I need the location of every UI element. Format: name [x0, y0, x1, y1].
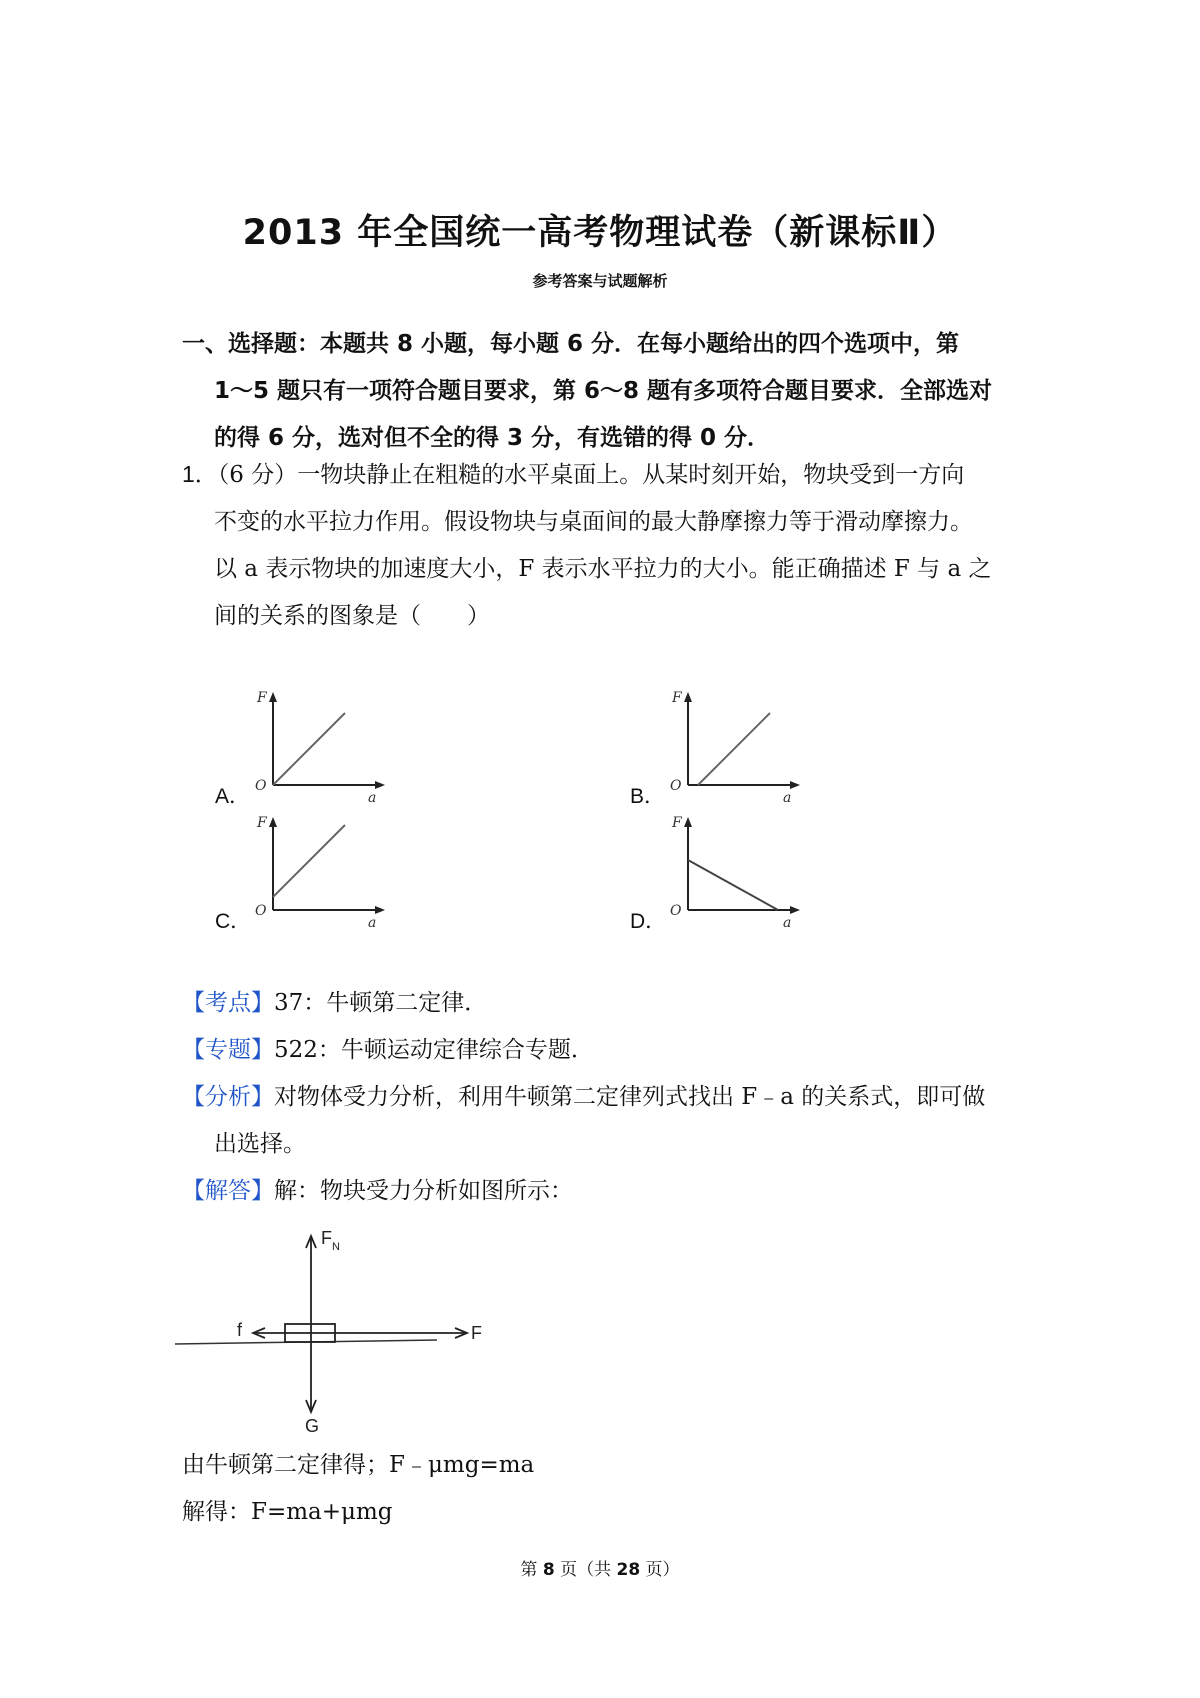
jieda-text: 解：物块受力分析如图所示： — [274, 1178, 573, 1204]
footer-suffix: 页） — [640, 1560, 680, 1580]
jieda-tag: 【解答】 — [182, 1178, 274, 1204]
section-line-3: 的得 6 分，选对但不全的得 3 分，有选错的得 0 分． — [214, 425, 771, 451]
question-line-2: 不变的水平拉力作用。假设物块与桌面间的最大静摩擦力等于滑动摩擦力。 — [214, 509, 973, 535]
option-c-y-label: F — [257, 815, 267, 831]
option-d-line — [688, 860, 778, 910]
option-c-origin: O — [255, 903, 267, 919]
kaodian-line — [182, 980, 1032, 1027]
question-line-3: 以 a 表示物块的加速度大小，F 表示水平拉力的大小。能正确描述 F 与 a 之 — [214, 556, 992, 582]
option-c-graph — [255, 815, 385, 931]
option-b-graph — [670, 690, 800, 806]
fenxi-text-1: 对物体受力分析，利用牛顿第二定律列式找出 F﹣a 的关系式，即可做 — [274, 1084, 986, 1110]
option-a-graph — [255, 690, 385, 806]
option-c-label: C． — [215, 910, 252, 933]
free-body-diagram — [175, 1222, 505, 1436]
pull-force-label: F — [471, 1323, 482, 1343]
footer-prefix: 第 — [520, 1560, 543, 1580]
option-c-x-label: a — [368, 915, 377, 931]
option-b-line — [698, 713, 770, 785]
option-a-label: A． — [215, 785, 251, 808]
option-b-origin: O — [670, 778, 682, 794]
option-a-line — [273, 713, 345, 785]
gravity-label: G — [305, 1416, 320, 1436]
page-subtitle: 参考答案与试题解析 — [532, 272, 668, 290]
normal-force-label: F — [321, 1228, 332, 1248]
page-title: 2013 年全国统一高考物理试卷（新课标Ⅱ） — [242, 213, 958, 253]
kaodian-tag: 【考点】 — [182, 990, 274, 1016]
jieda-line — [182, 1168, 1032, 1215]
analysis-block — [182, 980, 1032, 1215]
option-b-x-label: a — [783, 790, 792, 806]
option-d-y-label: F — [672, 815, 682, 831]
section-line-1: 一、选择题：本题共 8 小题，每小题 6 分．在每小题给出的四个选项中，第 — [182, 331, 960, 357]
friction-label: f — [237, 1320, 243, 1340]
fenxi-tag: 【分析】 — [182, 1084, 274, 1110]
fenxi-text-2: 出选择。 — [214, 1131, 306, 1157]
section-instructions — [182, 321, 1027, 462]
option-d-x-label: a — [783, 915, 792, 931]
option-d-label: D． — [630, 910, 667, 933]
fenxi-line — [182, 1074, 1032, 1121]
question-number: 1． — [182, 461, 218, 487]
section-line-2: 1～5 题只有一项符合题目要求，第 6～8 题有多项符合题目要求．全部选对 — [214, 378, 993, 404]
footer-page-number: 8 — [542, 1560, 555, 1580]
option-d-graph — [670, 815, 800, 931]
option-b-label: B． — [630, 785, 666, 808]
kaodian-text: 37：牛顿第二定律． — [274, 990, 488, 1016]
question-line-1: （6 分）一物块静止在粗糙的水平桌面上。从某时刻开始，物块受到一方向 — [217, 462, 965, 488]
option-d-origin: O — [670, 903, 682, 919]
zhuanti-line — [182, 1027, 1032, 1074]
option-a-y-label: F — [257, 690, 267, 706]
option-b-y-label: F — [672, 690, 682, 706]
normal-force-sub: N — [332, 1241, 340, 1253]
question-1 — [182, 451, 1032, 640]
question-line-4: 间的关系的图象是（ ） — [214, 603, 490, 629]
footer-middle: 页（共 — [554, 1560, 617, 1580]
equation-1: 由牛顿第二定律得；F﹣μmg=ma — [182, 1452, 535, 1478]
option-a-x-label: a — [368, 790, 377, 806]
page-footer — [0, 1555, 1200, 1580]
option-a-origin: O — [255, 778, 267, 794]
footer-total-pages: 28 — [616, 1560, 641, 1580]
option-c-line — [273, 825, 345, 897]
zhuanti-tag: 【专题】 — [182, 1037, 274, 1063]
equation-2: 解得：F=ma+μmg — [182, 1499, 393, 1525]
zhuanti-text: 522：牛顿运动定律综合专题． — [274, 1037, 594, 1063]
